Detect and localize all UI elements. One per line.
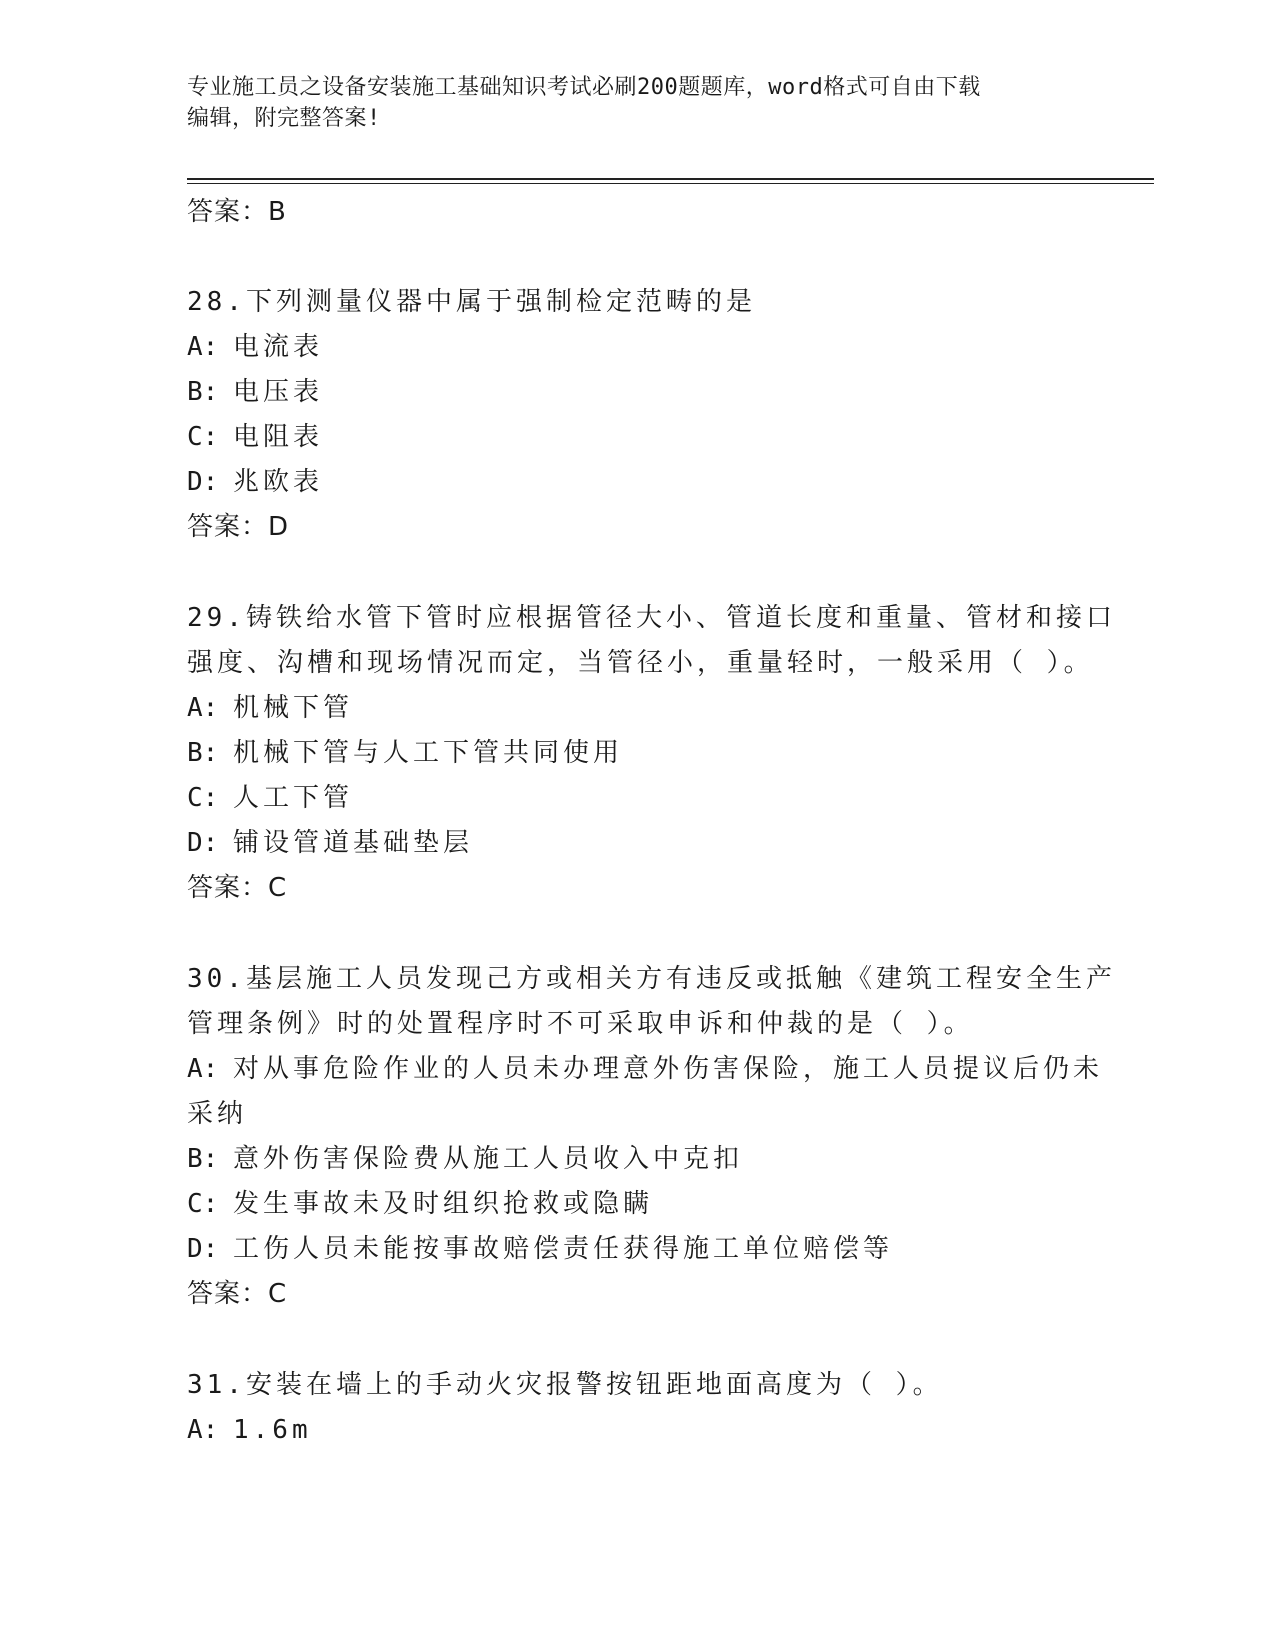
option-d: D: 兆欧表 [187, 467, 324, 497]
spacer [187, 911, 1087, 957]
spacer [187, 1317, 1087, 1363]
spacer [187, 550, 1087, 596]
header-line-2: 编辑，附完整答案! [187, 106, 381, 131]
option-a: A: 电流表 [187, 332, 324, 362]
answer-line: 答案：D [187, 512, 290, 542]
option-b: B: 意外伤害保险费从施工人员收入中克扣 [187, 1144, 744, 1174]
option-a-cont: 采纳 [187, 1099, 248, 1129]
option-a: A: 对从事危险作业的人员未办理意外伤害保险，施工人员提议后仍未 [187, 1054, 1104, 1084]
question-31 [187, 1363, 1087, 1453]
option-c: C: 人工下管 [187, 783, 354, 813]
question-text: 30.基层施工人员发现己方或相关方有违反或抵触《建筑工程安全生产 [187, 964, 1116, 994]
option-a: A: 1.6m [187, 1415, 312, 1445]
option-d: D: 铺设管道基础垫层 [187, 828, 474, 858]
answer-line: 答案：C [187, 1279, 288, 1309]
option-b: B: 电压表 [187, 377, 324, 407]
question-28 [187, 280, 1087, 550]
option-c: C: 电阻表 [187, 422, 324, 452]
question-text: 29.铸铁给水管下管时应根据管径大小、管道长度和重量、管材和接口 [187, 603, 1116, 633]
option-c: C: 发生事故未及时组织抢救或隐瞒 [187, 1189, 654, 1219]
document-header [187, 72, 1067, 134]
option-d: D: 工伤人员未能按事故赔偿责任获得施工单位赔偿等 [187, 1234, 894, 1264]
option-b: B: 机械下管与人工下管共同使用 [187, 738, 624, 768]
header-divider-thin [187, 183, 1154, 184]
question-list [187, 190, 1116, 1453]
question-30 [187, 957, 1116, 1317]
question-text: 31.安装在墙上的手动火灾报警按钮距地面高度为（ ）。 [187, 1370, 943, 1400]
header-line-1: 专业施工员之设备安装施工基础知识考试必刷200题题库，word格式可自由下载 [187, 75, 981, 100]
question-text-cont: 管理条例》时的处置程序时不可采取申诉和仲裁的是（ ）。 [187, 1009, 974, 1039]
answer-line: 答案：B [187, 197, 287, 227]
spacer [187, 234, 1087, 280]
question-text-cont: 强度、沟槽和现场情况而定，当管径小，重量轻时，一般采用（ ）。 [187, 648, 1094, 678]
header-divider-thick [187, 178, 1154, 180]
answer-line: 答案：C [187, 873, 288, 903]
option-a: A: 机械下管 [187, 693, 354, 723]
question-text: 28.下列测量仪器中属于强制检定范畴的是 [187, 287, 756, 317]
question-29 [187, 596, 1116, 911]
